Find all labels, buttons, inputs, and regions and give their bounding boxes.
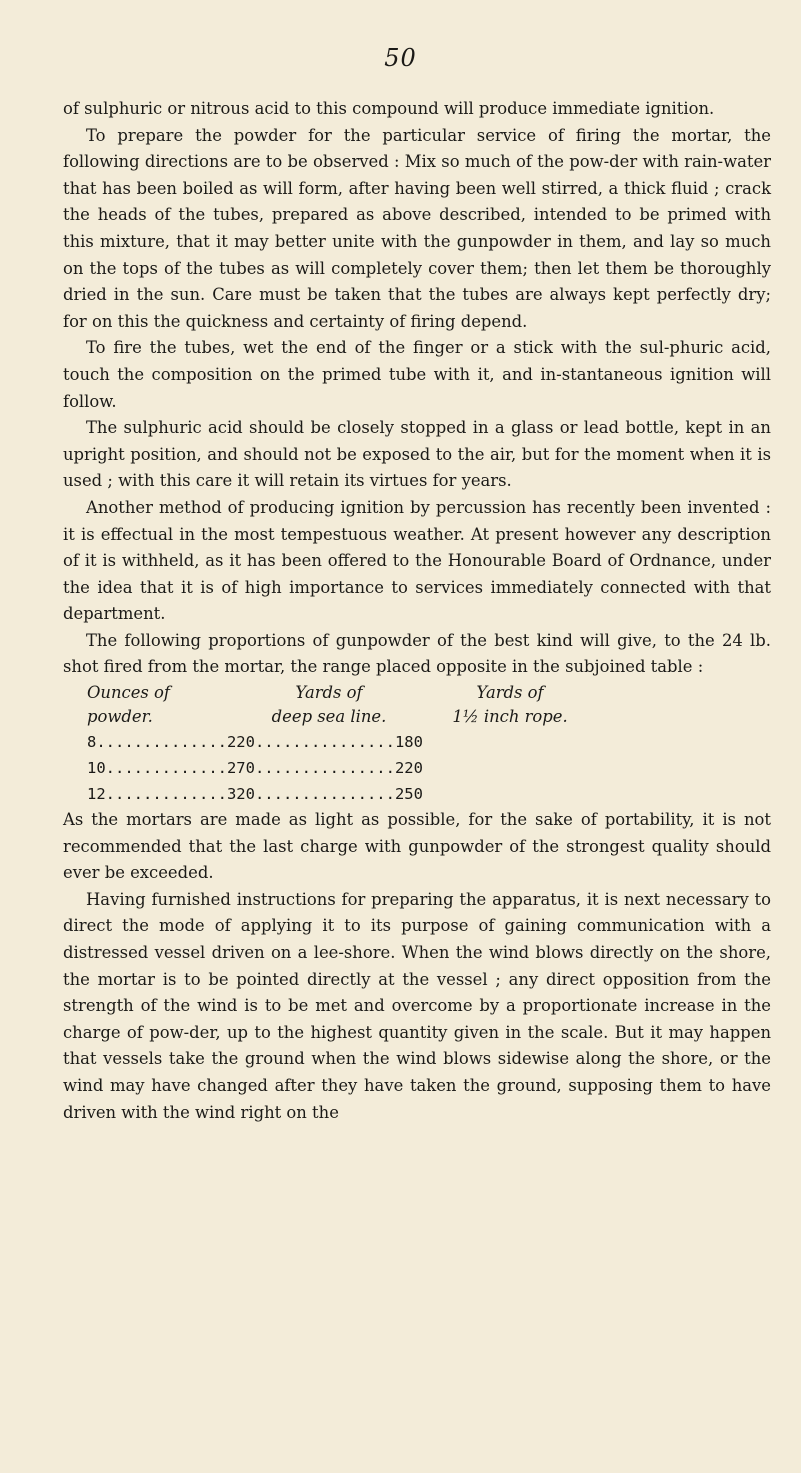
paragraph: Another method of producing ignition by percussion has recently been invented : it is effectual in the most tempestuous weather. At present however any description of it is withheld, as it has been offered to the Honourable Board of Ordnance, under the idea that it is of high importance to services immediately connected with that department. (63, 497, 771, 624)
paragraphs-after (63, 807, 771, 1126)
paragraph: Having furnished instructions for preparing the apparatus, it is next necessary to direct the mode of applying it to its purpose of gaining communication with a distressed vessel driven on a lee-shore. When the wind blows directly on the shore, the mortar is to be pointed directly at the vessel ; any direct opposition from the strength of the wind is to be met and overcome by a proportionate increase in the charge of pow-der, up to the highest quantity given in the scale. But it may happen that vessels take the ground when the wind blows sidewise along the shore, or the wind may have changed after they have taken the ground, supposing them to have driven with the wind right on the (63, 889, 771, 1122)
paragraph: The following proportions of gunpowder of the best kind will give, to the 24 lb. shot fired from the mortar, the range placed opposite in the subjoined table : (63, 630, 771, 677)
header-ounces-line1: Ounces of (87, 683, 170, 703)
paragraph: As the mortars are made as light as possible, for the sake of portability, it is not recommended that the last charge with gunpowder of the strongest quality should ever be exceeded. (63, 810, 771, 883)
page-number: 50 (384, 44, 417, 72)
header-deep-sea-line1: Yards of (295, 683, 363, 703)
table-header-row-2 (63, 705, 771, 729)
range-table (63, 681, 771, 807)
paragraph: The sulphuric acid should be closely stopped in a glass or lead bottle, kept in an upright position, and should not be exposed to the air, but for the moment when it is used ; with this care it will retain its virtues for years. (63, 418, 771, 491)
header-rope-line1: Yards of (476, 683, 544, 703)
paragraphs-before (63, 96, 771, 681)
header-ounces-line2: powder. (87, 707, 153, 727)
paragraph: To fire the tubes, wet the end of the finger or a stick with the sul-phuric acid, touch the composition on the primed tube with it, and in-stantaneous ignition will follow. (63, 338, 771, 411)
header-rope-line2: 1½ inch rope. (452, 707, 568, 727)
paragraph: To prepare the powder for the particular service of firing the mortar, the following directions are to be observed : Mix so much of the pow-der with rain-water that has been boiled as will form, after having been well stirred, a thick fluid ; crack the heads of the tubes, prepared as above described, intended to be primed with this mixture, that it may better unite with the gunpowder in them, and lay so much on the tops of the tubes as will completely cover them; then let them be thoroughly dried in the sun. Care must be taken that the tubes are always kept perfectly dry; for on this the quickness and certainty of firing depend. (63, 125, 771, 331)
table-header-row-1 (63, 681, 771, 705)
paragraph: of sulphuric or nitrous acid to this compound will produce immediate ignition. (63, 99, 715, 118)
body-text (63, 96, 771, 1126)
table-row: 12.............320...............250 (87, 785, 423, 804)
header-deep-sea-line2: deep sea line. (271, 707, 387, 727)
table-row: 10.............270...............220 (87, 759, 423, 778)
table-row: 8..............220...............180 (87, 733, 423, 752)
